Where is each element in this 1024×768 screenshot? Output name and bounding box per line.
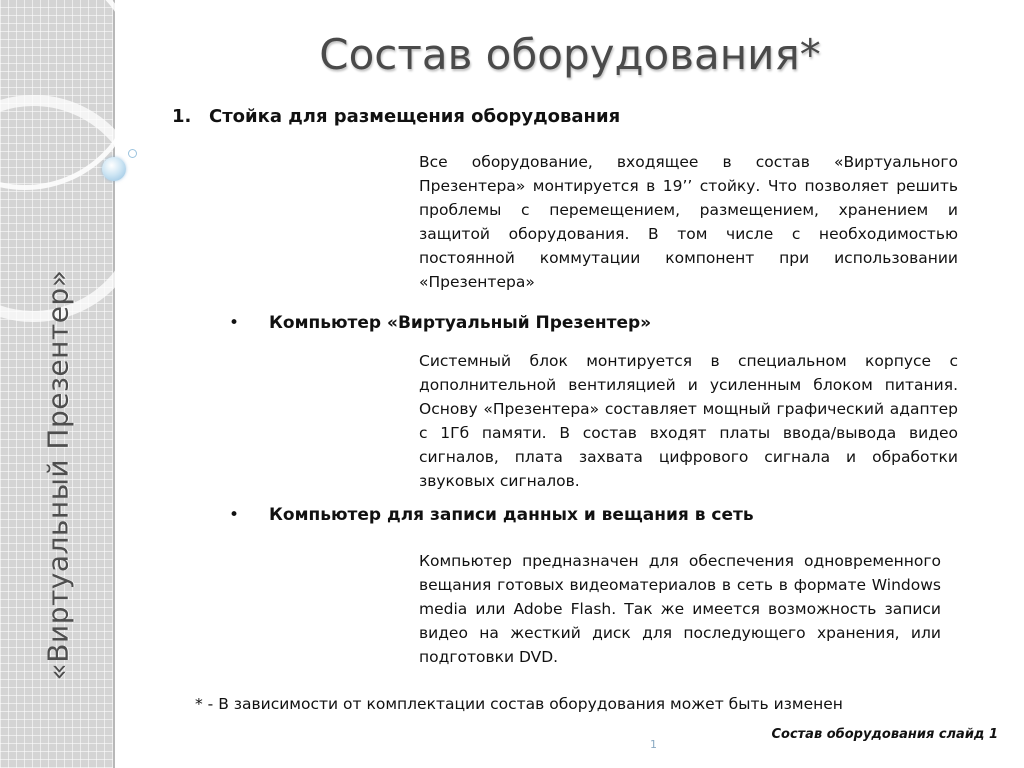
bullet-heading: Компьютер «Виртуальный Презентер» <box>269 313 652 333</box>
bullet-marker: • <box>229 505 240 525</box>
bullet-marker: • <box>229 313 240 333</box>
bullet-paragraph: Системный блок монтируется в специальном корпусе с дополнительной вентиляцией и усиленным блоком питания. Основу «Презентера» составляет мощный графический адаптер с 1Гб памяти. В состав входят платы ввода/вывода видео сигналов, плата захвата цифрового сигнала и обработки звуковых сигналов. <box>419 352 958 490</box>
bullet-item <box>229 505 754 525</box>
page-number: 1 <box>650 738 657 751</box>
slide-label: Состав оборудования слайд 1 <box>771 727 998 742</box>
section-heading-text: Стойка для размещения оборудования <box>209 106 621 127</box>
section-number: 1. <box>172 106 192 127</box>
bullet-heading: Компьютер для записи данных и вещания в сеть <box>269 505 754 525</box>
small-bubble-icon <box>128 149 137 158</box>
section-paragraph: Все оборудование, входящее в состав «Виртуального Презентера» монтируется в 19’’ стойку. Что позволяет решить проблемы с перемещением, размещением, хранением и защитой оборудования. В том числе с необходимостью постоянной коммутации компонент при использовании «Презентера» <box>419 153 958 291</box>
slide-title: Состав оборудования* <box>319 30 821 79</box>
vertical-sidebar-title: «Виртуальный Презентер» <box>41 269 75 681</box>
bullet-item <box>229 313 651 333</box>
section-heading <box>172 106 620 127</box>
bullet-paragraph: Компьютер предназначен для обеспечения одновременного вещания готовых видеоматериалов в сеть в формате Windows media или Adobe Flash. Так же имеется возможность записи видео на жесткий диск для последующего хранения, или подготовки DVD. <box>419 552 941 666</box>
bubble-icon <box>102 157 126 181</box>
footnote: * - В зависимости от комплектации состав оборудования может быть изменен <box>195 695 843 713</box>
